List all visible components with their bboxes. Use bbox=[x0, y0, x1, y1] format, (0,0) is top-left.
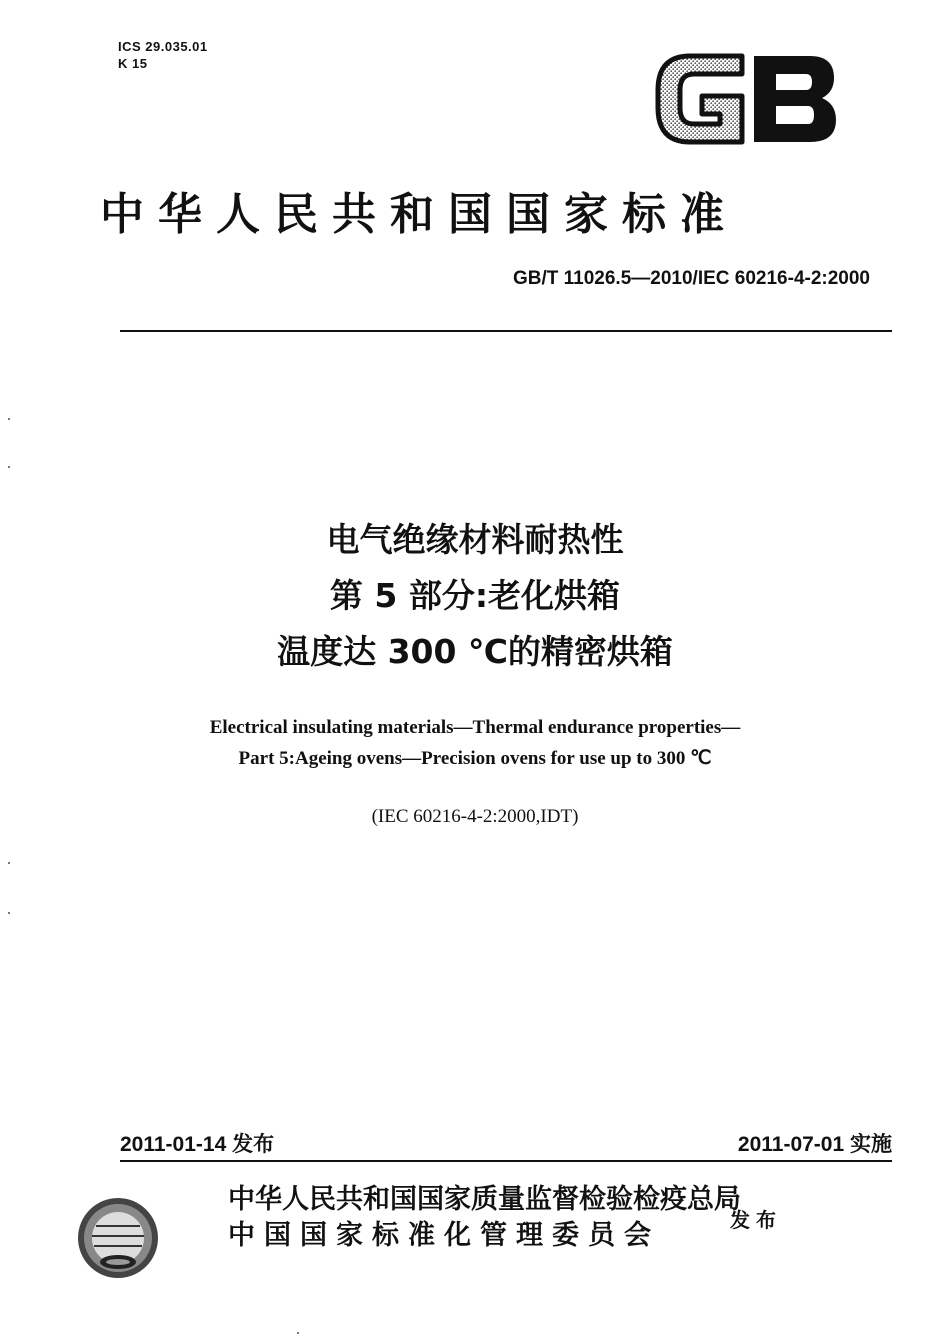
chinese-title-line-1: 电气绝缘材料耐热性 bbox=[326, 520, 624, 559]
issuer-aqsiq: 中华人民共和国国家质量监督检验检疫总局 bbox=[228, 1184, 741, 1215]
english-title bbox=[0, 712, 950, 774]
chinese-title-line-2: 第 5 部分:老化烘箱 bbox=[329, 576, 621, 615]
national-standard-title: 中华人民共和国国家标准 bbox=[100, 189, 738, 240]
scan-speck bbox=[8, 418, 10, 420]
scan-speck bbox=[8, 862, 10, 864]
chinese-title bbox=[0, 512, 950, 680]
chinese-title-line-3: 温度达 300 ℃的精密烘箱 bbox=[277, 632, 673, 671]
gb-logo bbox=[650, 50, 842, 148]
issuer-sac: 中国国家标准化管理委员会 bbox=[228, 1220, 660, 1251]
standard-number: GB/T 11026.5—2010/IEC 60216-4-2:2000 bbox=[512, 268, 870, 289]
issue-date: 2011-01-14 发布 bbox=[120, 1133, 275, 1156]
english-title-line-2: Part 5:Ageing ovens—Precision ovens for use up to 300 ℃ bbox=[238, 748, 712, 769]
scan-speck bbox=[8, 466, 10, 468]
issuer-seal-icon bbox=[76, 1196, 160, 1280]
bottom-divider bbox=[120, 1160, 892, 1162]
ics-code: ICS 29.035.01 bbox=[118, 39, 208, 54]
publish-label: 发布 bbox=[730, 1208, 782, 1232]
english-title-line-1: Electrical insulating materials—Thermal endurance properties— bbox=[209, 717, 741, 738]
classification-codes bbox=[118, 38, 208, 72]
iec-reference: (IEC 60216-4-2:2000,IDT) bbox=[371, 806, 579, 827]
issuing-authorities bbox=[228, 1182, 741, 1254]
scan-speck bbox=[8, 912, 10, 914]
ccs-code: K 15 bbox=[118, 56, 148, 71]
scan-speck bbox=[297, 1332, 299, 1334]
implementation-date: 2011-07-01 实施 bbox=[737, 1133, 892, 1156]
top-divider bbox=[120, 330, 892, 332]
dates-row bbox=[120, 1128, 892, 1158]
